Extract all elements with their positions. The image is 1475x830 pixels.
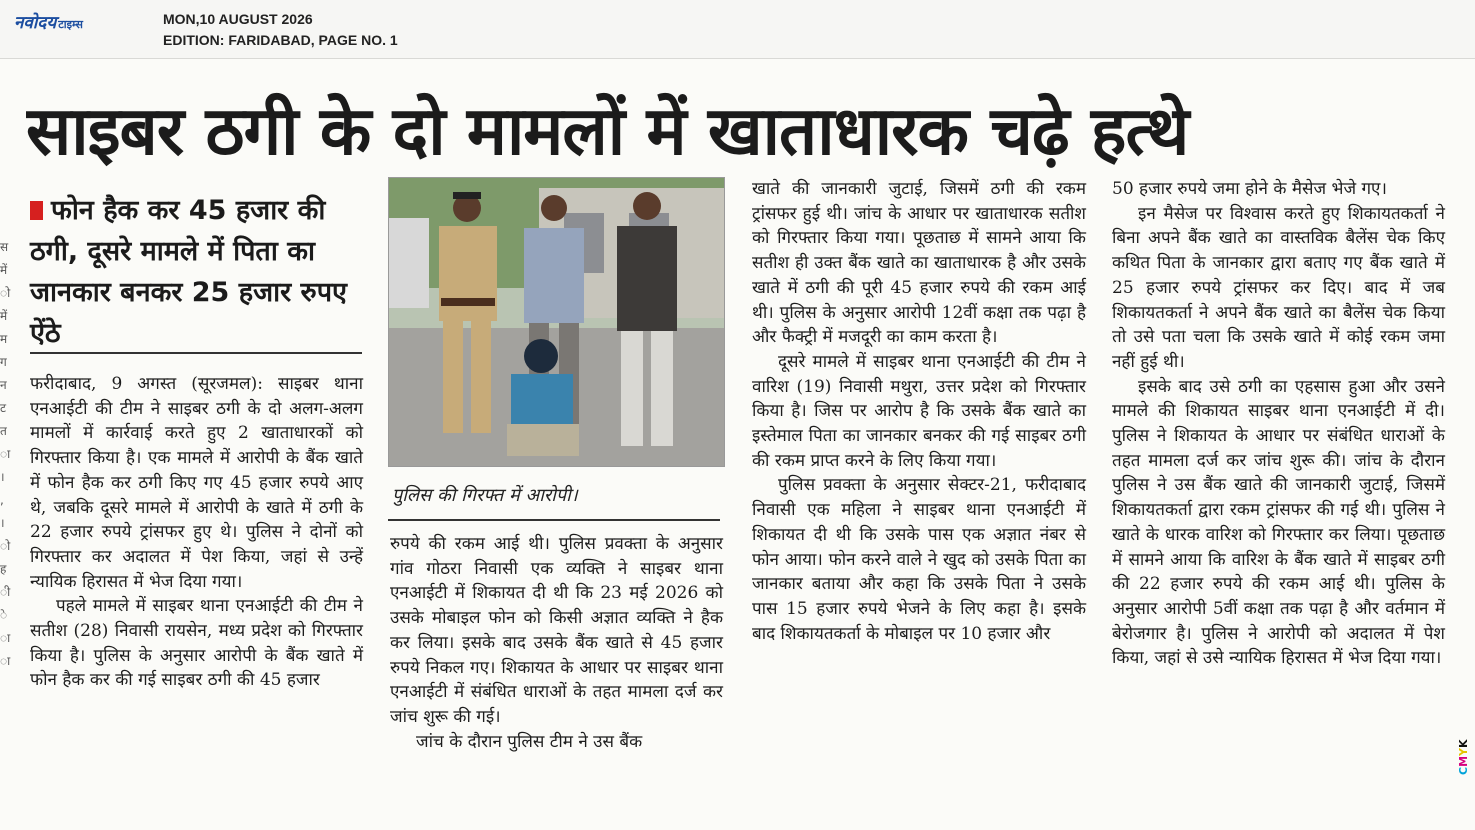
cut-text-fragment: ा: [0, 654, 11, 668]
cut-text-fragment: ।: [0, 470, 5, 484]
cut-text-fragment: स: [0, 240, 9, 254]
red-bullet-icon: [30, 201, 43, 220]
issue-date: MON,10 AUGUST 2026: [163, 11, 313, 27]
cut-text-fragment: ो: [0, 539, 11, 553]
logo-sub-text: टाइम्स: [58, 18, 83, 31]
cmyk-registration-mark: CMYK: [1457, 739, 1470, 775]
cut-text-fragment: ा: [0, 631, 11, 645]
paragraph: दूसरे मामले में साइबर थाना एनआईटी की टीम ने वारिश (19) निवासी मथुरा, उत्तर प्रदेश को गिरफ्तार किया है। जिस पर आरोप है कि उसके बैंक खाते का इस्तेमाल पिता का जानकार बनकर की गई साइबर ठगी की रकम प्राप्त करने के लिए किया गया।: [752, 351, 1086, 471]
cut-text-fragment: ा: [0, 447, 11, 461]
edition-page: EDITION: FARIDABAD, PAGE NO. 1: [163, 32, 398, 48]
paragraph: इन मैसेज पर विश्वास करते हुए शिकायतकर्ता ने बिना अपने बैंक खाते का वास्तविक बैलेंस चेक किए कथित पिता के जानकार द्वारा बताए गए बैंक खाते में 25 हजार रुपये ट्रांसफर कर दिए। बाद में जब शिकायतकर्ता ने अपने बैंक खाते का बैलेंस चेक किया तो उसे पता चला कि उसके खाते में कोई रकम जमा नहीं हुई थी।: [1112, 203, 1445, 372]
subheadline: [30, 190, 370, 354]
newspaper-logo[interactable]: [14, 10, 83, 33]
paragraph: 50 हजार रुपये जमा होने के मैसेज भेजे गए।: [1112, 179, 1387, 199]
paragraph: पहले मामले में साइबर थाना एनआईटी की टीम ने सतीश (28) निवासी रायसेन, मध्य प्रदेश को गिरफ्तार किया है। पुलिस के अनुसार आरोपी के बैंक खाते में फोन हैक कर की गई साइबर ठगी की 45 हजार: [30, 596, 363, 691]
article-column-3: [752, 177, 1086, 646]
divider: [30, 352, 362, 354]
adjacent-article-cut: [0, 236, 14, 796]
photo-caption: पुलिस की गिरफ्त में आरोपी।: [392, 485, 578, 506]
divider: [388, 519, 720, 521]
cut-text-fragment: म: [0, 332, 8, 346]
cut-text-fragment: न: [0, 378, 7, 392]
epaper-header: [0, 0, 1475, 59]
cut-text-fragment: ी: [0, 585, 11, 599]
cut-text-fragment: ट: [0, 401, 7, 415]
cut-text-fragment: े: [0, 608, 8, 622]
paragraph: इसके बाद उसे ठगी का एहसास हुआ और उसने मामले की शिकायत साइबर थाना एनआईटी में दी। पुलिस ने शिकायत के आधार पर संबंधित धाराओं के तहत मामला दर्ज कर जांच शुरू की। जांच के दौरान पुलिस ने उस बैंक खाते की जानकारी जुटाई, जिसमें शिकायतकर्ता द्वारा रकम ट्रांसफर की गई थी। पुलिस ने खाते के धारक वारिश को गिरफ्तार कर लिया। पूछताछ में सामने आया कि वारिश के बैंक खाते में साइबर ठगी की 22 हजार रुपये की रकम आई थी। पुलिस के अनुसार आरोपी 5वीं कक्षा तक पढ़ा है और वर्तमान में बेरोजगार है। पुलिस ने आरोपी को अदालत में पेश किया, जहां से उसे न्यायिक हिरासत में भेज दिया गया।: [1112, 376, 1445, 669]
paragraph: खाते की जानकारी जुटाई, जिसमें ठगी की रकम ट्रांसफर हुई थी। जांच के आधार पर खाताधारक सतीश को गिरफ्तार किया गया। पूछताछ में सामने आया कि सतीश ही उक्त बैंक खाते का खाताधारक है और उसके खाते में ठगी की पूरी 45 हजार रुपये की रकम आई थी। पुलिस के अनुसार आरोपी 12वीं कक्षा तक पढ़ा है और फैक्ट्री में मजदूरी का काम करता है।: [752, 179, 1086, 348]
paragraph: जांच के दौरान पुलिस टीम ने उस बैंक: [416, 731, 643, 752]
logo-main-text: नवोदय: [14, 13, 57, 33]
cut-text-fragment: त: [0, 424, 7, 438]
cut-text-fragment: ,: [0, 493, 4, 507]
paragraph: रुपये की रकम आई थी। पुलिस प्रवक्ता के अनुसार गांव गोठरा निवासी एक व्यक्ति ने साइबर थाना एनआईटी में शिकायत दी थी कि 23 मई 2026 को उसके मोबाइल फोन को किसी अज्ञात व्यक्ति ने हैक कर लिया। इसके बाद उसके बैंक खाते से 45 हजार रुपये निकल गए। शिकायत के आधार पर साइबर थाना एनआईटी में संबंधित धाराओं के तहत मामला दर्ज कर जांच शुरू की गई।: [390, 534, 723, 727]
cut-text-fragment: में: [0, 263, 8, 277]
cut-text-fragment: ग: [0, 355, 7, 369]
paragraph: पुलिस प्रवक्ता के अनुसार सेक्टर-21, फरीदाबाद निवासी एक महिला ने साइबर थाना एनआईटी में शिकायत दी थी कि उसके पास एक अज्ञात नंबर से फोन आया। फोन करने वाले ने खुद को उसके पिता का जानकार बताया और कहा कि उसके पिता ने उसके पास 15 हजार रुपये भेजने के लिए कहा है। इसके बाद शिकायतकर्ता के मोबाइल पर 10 हजार और: [752, 475, 1086, 644]
edition-info: [163, 9, 398, 51]
paragraph: फरीदाबाद, 9 अगस्त (सूरजमल): साइबर थाना एनआईटी की टीम ने साइबर ठगी के दो अलग-अलग मामलों में कार्रवाई करते हुए 2 खाताधारकों को गिरफ्तार किया है। एक मामले में आरोपी के बैंक खाते में फोन हैक कर ठगी किए गए 45 हजार रुपये आए थे, जबकि दूसरे मामले में आरोपी के खाते में ठगी के 22 हजार रुपये ट्रांसफर हुए थे। पुलिस ने दोनों को गिरफ्तार कर अदालत में पेश किया, जहां से उन्हें न्यायिक हिरासत में भेज दिया गया।: [30, 374, 363, 592]
article-column-4: [1112, 177, 1445, 671]
cut-text-fragment: में: [0, 309, 8, 323]
cut-text-fragment: ह: [0, 562, 7, 576]
cut-text-fragment: ।: [0, 516, 5, 530]
subheadline-text: फोन हैक कर 45 हजार की ठगी, दूसरे मामले में पिता का जानकार बनकर 25 हजार रुपए ऐंठे: [30, 195, 347, 349]
article-column-2: [390, 532, 723, 754]
headline: साइबर ठगी के दो मामलों में खाताधारक चढ़े हत्थे: [26, 92, 1189, 170]
cut-text-fragment: ो: [0, 286, 11, 300]
photo-illustration: [389, 178, 724, 466]
article-column-1: [30, 372, 363, 693]
news-photo[interactable]: [388, 177, 725, 467]
